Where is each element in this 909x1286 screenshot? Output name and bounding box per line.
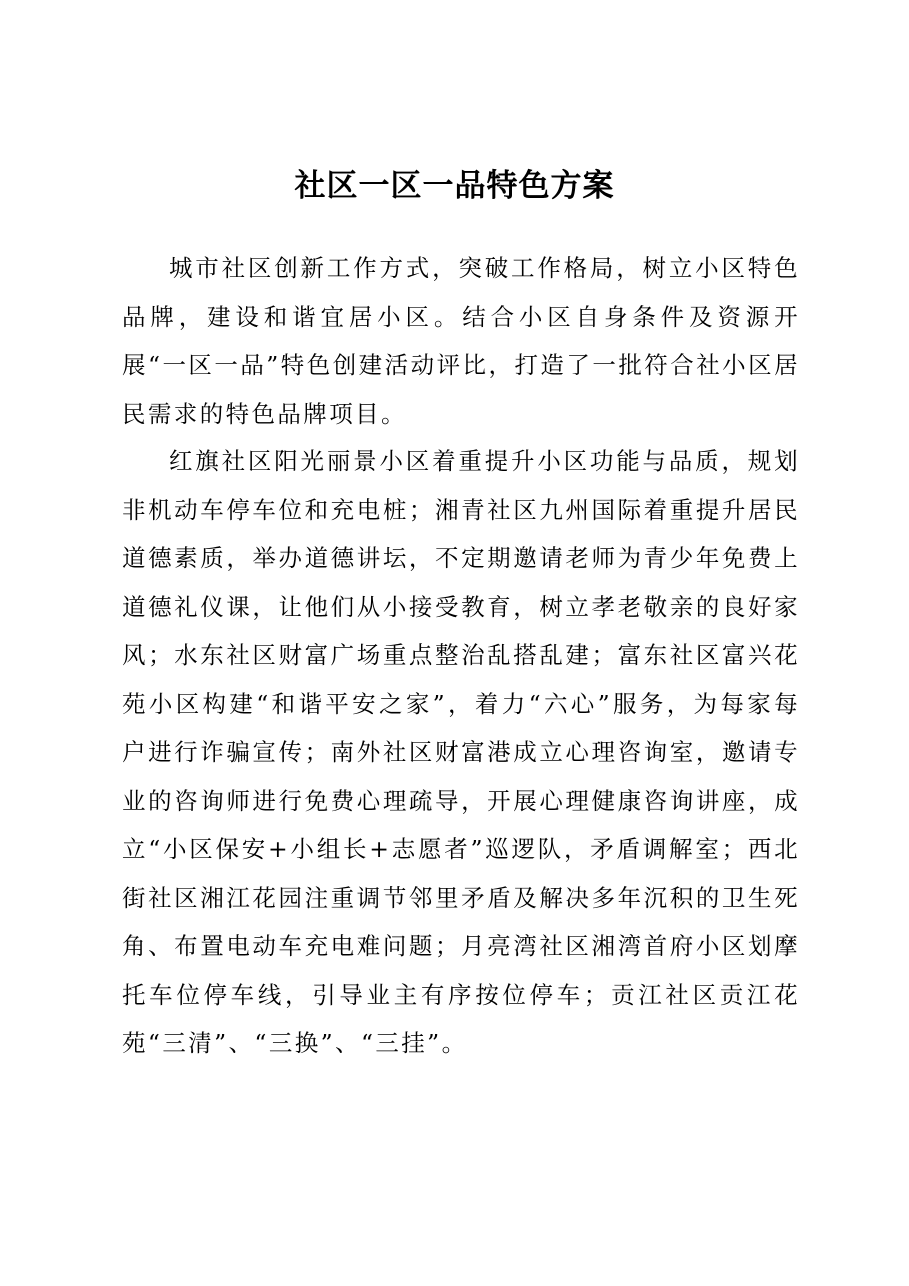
- paragraph-community-projects: 红旗社区阳光丽景小区着重提升小区功能与品质，规划非机动车停车位和充电桩；湘青社区九州国际着重提升居民道德素质，举办道德讲坛，不定期邀请老师为青少年免费上道德礼仪课，让他们从小接受教育，树立孝老敬亲的良好家风；水东社区财富广场重点整治乱搭乱建；富东社区富兴花苑小区构建“和谐平安之家”，着力“六心”服务，为每家每户进行诈骗宣传；南外社区财富港成立心理咨询室，邀请专业的咨询师进行免费心理疏导，开展心理健康咨询讲座，成立“小区保安+小组长+志愿者”巡逻队，矛盾调解室；西北街社区湘江花园注重调节邻里矛盾及解决多年沉积的卫生死角、布置电动车充电难问题；月亮湾社区湘湾首府小区划摩托车位停车线，引导业主有序按位停车；贡江社区贡江花苑“三清”、“三换”、“三挂”。: [122, 447, 800, 1057]
- paragraph-intro: 城市社区创新工作方式，突破工作格局，树立小区特色品牌，建设和谐宜居小区。结合小区自身条件及资源开展“一区一品”特色创建活动评比，打造了一批符合社小区居民需求的特色品牌项目。: [122, 254, 800, 428]
- document-title: 社区一区一品特色方案: [294, 168, 615, 204]
